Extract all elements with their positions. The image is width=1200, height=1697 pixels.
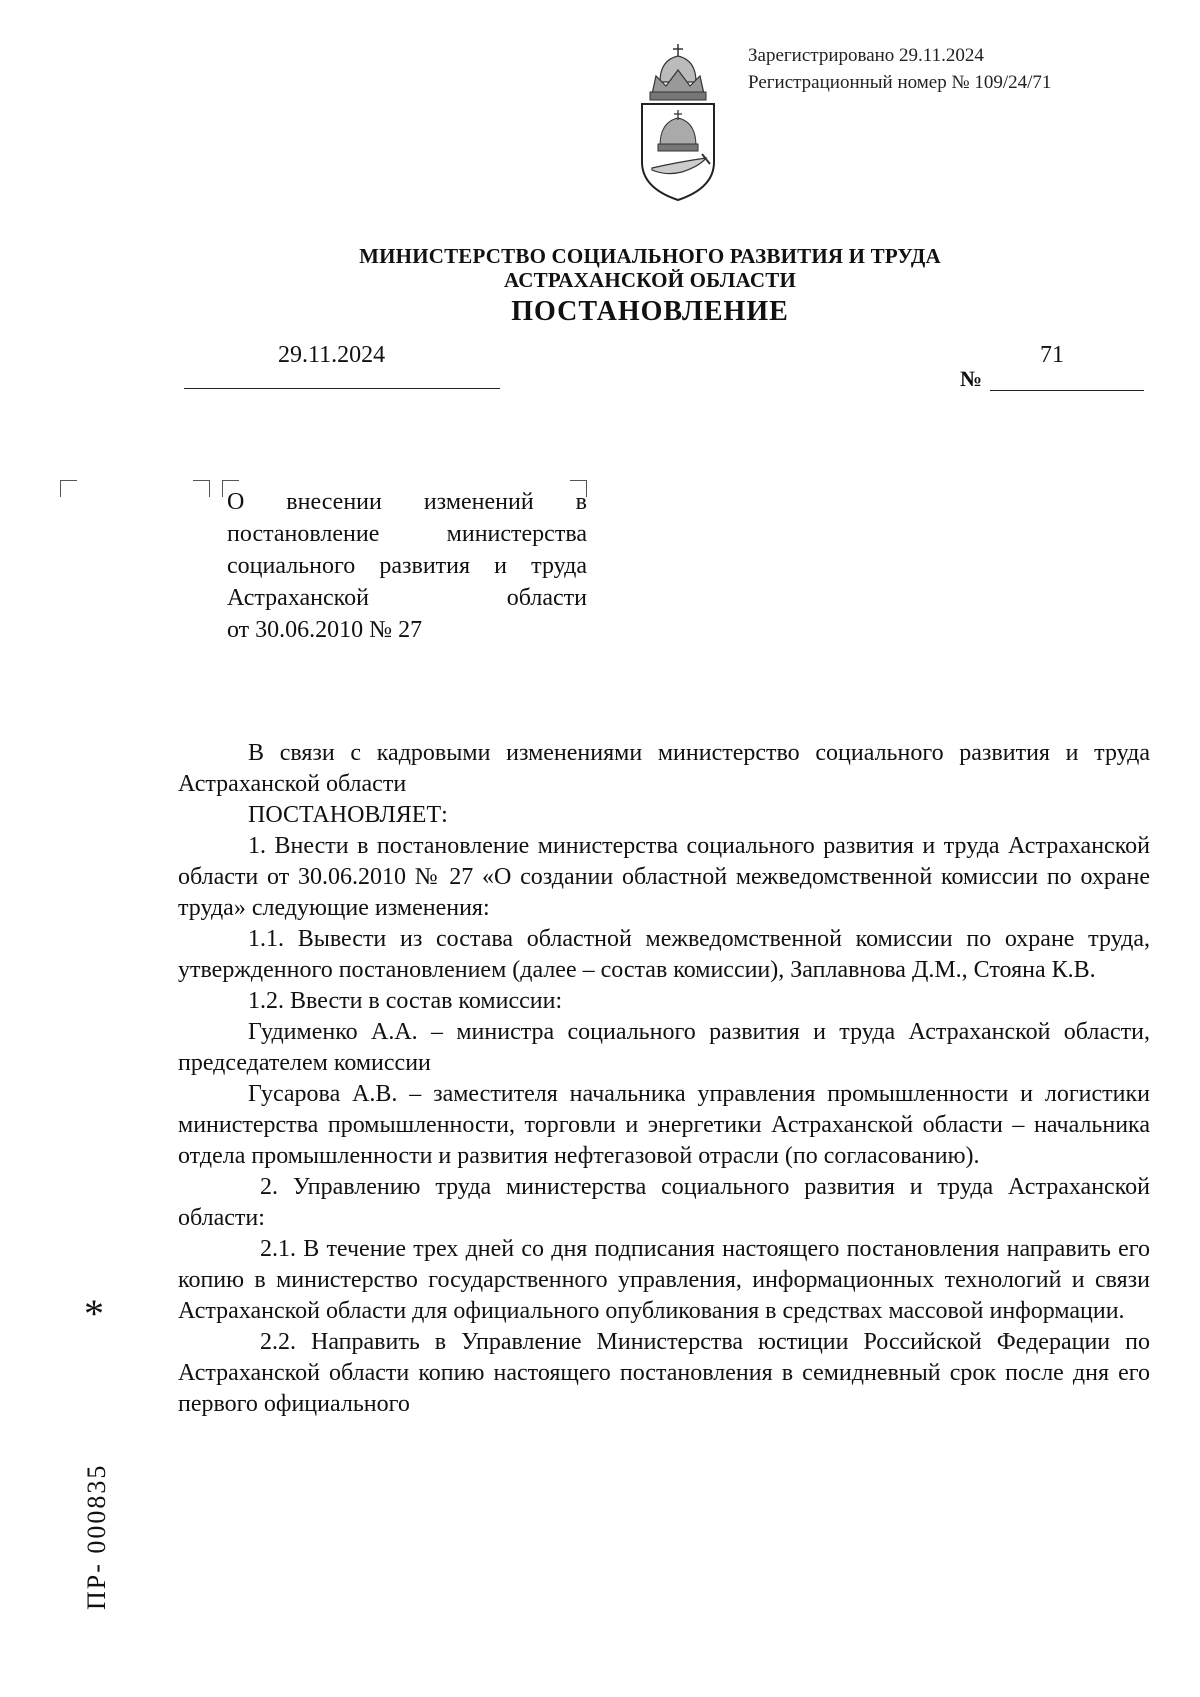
corner-mark-mid-right (193, 480, 210, 497)
serial-number: ПР- 000835 (82, 1463, 111, 1610)
body-paragraph: 2.2. Направить в Управление Министерства юстиции Российской Федерации по Астраханской области копию настоящего постановления в семидневный срок после дня его первого официального (178, 1329, 1150, 1417)
date-underline (184, 388, 500, 389)
body-paragraph: 2. Управлению труда министерства социального развития и труда Астраханской области: (178, 1174, 1150, 1231)
document-subject (227, 486, 587, 646)
number-underline (990, 390, 1144, 391)
document-type: ПОСТАНОВЛЕНИЕ (511, 296, 789, 327)
resolution-keyword: ПОСТАНОВЛЯЕТ: (248, 802, 448, 828)
registration-number: Регистрационный номер № 109/24/71 (748, 72, 1052, 93)
subject-last-line: от 30.06.2010 № 27 (227, 617, 423, 643)
coat-of-arms-icon (630, 42, 726, 202)
corner-mark-left (60, 480, 77, 497)
number-sign: № (960, 366, 983, 391)
body-paragraph: 2.1. В течение трех дней со дня подписания настоящего постановления направить его копию в министерство государственного управления, информационных технологий и связи Астраханской области для официального опубликования в средствах массовой информации. (178, 1236, 1150, 1324)
body-paragraph: 1.1. Вывести из состава областной межведомственной комиссии по охране труда, утвержденного постановлением (далее – состав комиссии), Заплавнова Д.М., Стояна К.В. (178, 926, 1150, 983)
registration-stamp (748, 42, 1051, 96)
body-paragraph: 1. Внести в постановление министерства социального развития и труда Астраханской области от 30.06.2010 № 27 «О создании областной межведомственной комиссии по охране труда» следующие изменения: (178, 833, 1150, 921)
body-paragraph: Гудименко А.А. – министра социального развития и труда Астраханской области, председателем комиссии (178, 1019, 1150, 1076)
body-paragraph: 1.2. Ввести в состав комиссии: (248, 988, 563, 1014)
body-paragraph: В связи с кадровыми изменениями министерство социального развития и труда Астраханской области (178, 740, 1150, 797)
subject-text: О внесении изменений в постановление министерства социального развития и труда Астраханской области (227, 489, 587, 611)
document-body (178, 738, 1150, 1420)
margin-asterisk: * (84, 1291, 104, 1336)
registration-date: Зарегистрировано 29.11.2024 (748, 45, 984, 66)
document-date: 29.11.2024 (278, 342, 386, 368)
document-number: 71 (1040, 342, 1064, 368)
body-paragraph: Гусарова А.В. – заместителя начальника управления промышленности и логистики министерства промышленности, торговли и энергетики Астраханской области – начальника отдела промышленности и развития нефтегазовой отрасли (по согласованию). (178, 1081, 1150, 1169)
ministry-name-line1: МИНИСТЕРСТВО СОЦИАЛЬНОГО РАЗВИТИЯ И ТРУДА (359, 244, 941, 268)
ministry-name-line2: АСТРАХАНСКОЙ ОБЛАСТИ (503, 268, 797, 292)
